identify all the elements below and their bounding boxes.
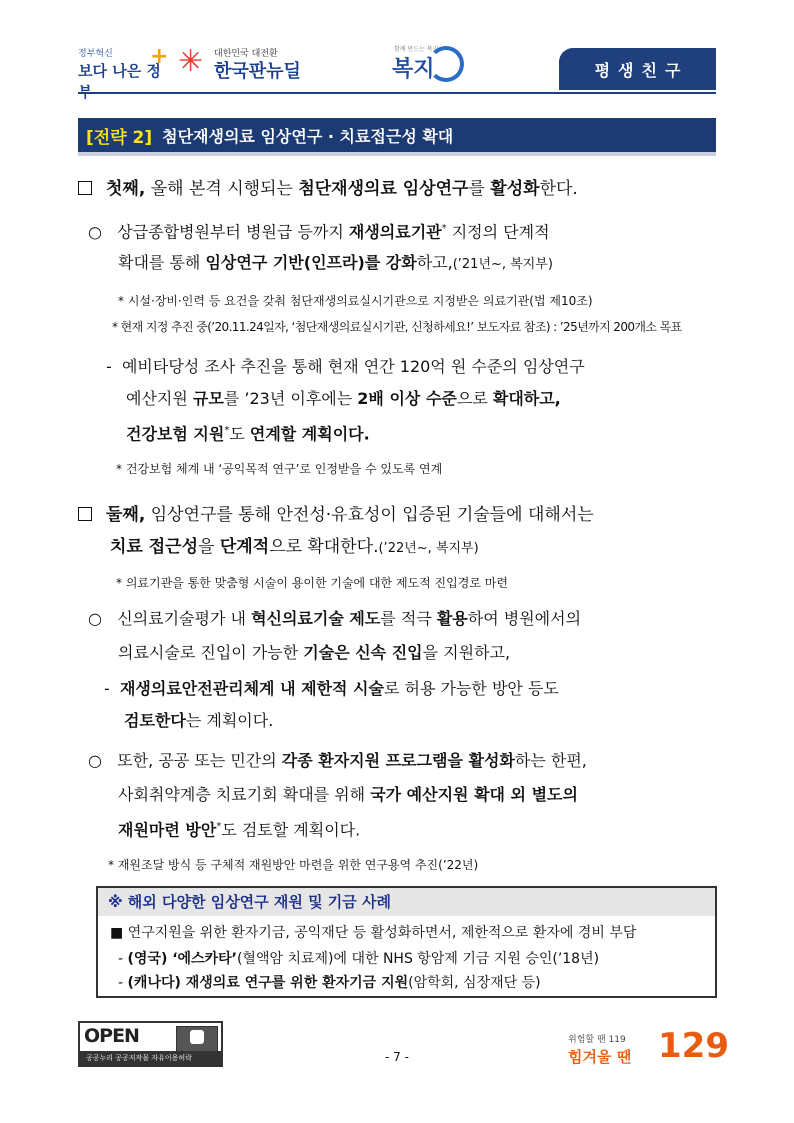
hotline-129-logo [568,1024,729,1070]
hotline-main-text: 힘겨울 땐 [568,1048,632,1066]
hotline-small-text: 위험할 땐 119 [568,1035,626,1045]
korean-new-deal-logo [178,46,318,82]
overseas-case-summary: ■ 연구지원을 위한 환자기금, 공익재단 등 활성화하면서, 제한적으로 환자에 경비 부담 [110,925,637,941]
checkbox-square-icon [78,507,92,521]
footnote-5: * 재원조달 방식 등 구체적 재원방안 마련을 위한 연구용역 추진(’22년) [108,858,479,872]
star-burst-icon: ✳ [178,44,204,79]
circle-bullet-icon: ○ [88,751,102,770]
strategy-banner [78,118,716,156]
point1-line2: 확대를 통해 임상연구 기반(인프라)를 강화하고,(’21년~, 복지부) [118,253,553,272]
hotline-number: 129 [658,1026,729,1066]
gov-innovation-logo [78,44,170,101]
welfare-logo [388,40,478,88]
point3-line1: ○ 또한, 공공 또는 민간의 각종 환자지원 프로그램을 활성화하는 한편, [88,751,587,770]
welfare-logo-main: 복지 [392,57,435,82]
plus-icon: + [150,44,169,69]
footnote-4: * 의료기관을 통한 맞춤형 시술이 용이한 기술에 대한 제도적 진입경로 마련 [116,576,508,590]
overseas-cases-box [96,886,717,998]
open-license-caption: 공공누리 공공저작물 자유이용허락 [80,1051,221,1065]
open-license-text: OPEN [84,1025,139,1047]
circle-bullet-icon: ○ [88,609,102,628]
overseas-cases-heading: ※ 해외 다양한 임상연구 재원 및 기금 사례 [98,888,715,916]
overseas-case-canada: - (캐나다) 재생의료 연구를 위한 환자기금 지원(암학회, 심장재단 등) [118,975,541,991]
section2-heading-line2: 치료 접근성을 단계적으로 확대한다.(’22년~, 복지부) [110,537,479,557]
page-number: - 7 - [385,1050,409,1064]
dash1-line2: 예산지원 규모를 ’23년 이후에는 2배 이상 수준으로 확대하고, [126,389,561,408]
gov-innovation-logo-small: 정부혁신 [78,49,113,59]
circle-bullet-icon: ○ [88,222,102,242]
gov-innovation-logo-main: 보다 나은 정부 [78,62,161,101]
attribution-icon [176,1026,218,1052]
point2-line2: 의료시술로 진입이 가능한 기술은 신속 진입을 지원하고, [118,643,511,662]
dash2-line1: - 재생의료안전관리체계 내 제한적 시술로 허용 가능한 방안 등도 [104,679,559,698]
overseas-case-uk: - (영국) ‘에스카타’(혈액암 치료제)에 대한 NHS 항암제 기금 지원 승인(’18년) [118,951,600,967]
point3-line3: 재원마련 방안*도 검토할 계획이다. [118,820,361,840]
dash1-line3: 건강보험 지원*도 연계할 계획이다. [126,424,370,444]
strategy-title: 첨단재생의료 임상연구 · 치료접근성 확대 [162,126,454,146]
footnote-3: * 건강보험 체계 내 ‘공익목적 연구’로 인정받을 수 있도록 연계 [116,462,443,476]
header-tab-label: 평생친구 [559,48,716,90]
section2-heading-line1: 둘째, 임상연구를 통해 안전성·유효성이 입증된 기술들에 대해서는 [78,504,594,526]
point2-line1: ○ 신의료기술평가 내 혁신의료기술 제도를 적극 활용하여 병원에서의 [88,609,582,628]
square-bullet-icon: ■ [110,925,124,941]
dash-bullet: - [106,357,112,376]
checkbox-square-icon [78,181,92,195]
footnote-1: * 시설·장비·인력 등 요건을 갖춰 첨단재생의료실시기관으로 지정받은 의료기관(법 제10조) [118,294,593,308]
header-divider [78,92,716,94]
welfare-ring-icon [428,46,464,82]
welfare-logo-small: 함께 만드는 복지 [394,46,439,53]
section1-heading: 첫째, 올해 본격 시행되는 첨단재생의료 임상연구를 활성화한다. [78,178,578,200]
dash1-line1: - 예비타당성 조사 추진을 통해 현재 연간 120억 원 수준의 임상연구 [106,357,585,376]
footnote-2: * 현재 지정 추진 중(’20.11.24일자, ‘첨단재생의료실시기관, 신청하세요!’ 보도자료 참조) : ’25년까지 200개소 목표 [112,320,682,334]
new-deal-logo-main: 한국판뉴딜 [214,61,301,82]
point3-line2: 사회취약계층 치료기회 확대를 위해 국가 예산지원 확대 외 별도의 [118,785,578,804]
dash-bullet: - [104,679,110,698]
strategy-tag: [전략 2] [86,127,153,148]
new-deal-logo-small: 대한민국 대전환 [214,49,278,59]
dash2-line2: 검토한다는 계획이다. [124,711,274,730]
point1-line1: ○ 상급종합병원부터 병원급 등까지 재생의료기관* 지정의 단계적 [88,222,550,242]
